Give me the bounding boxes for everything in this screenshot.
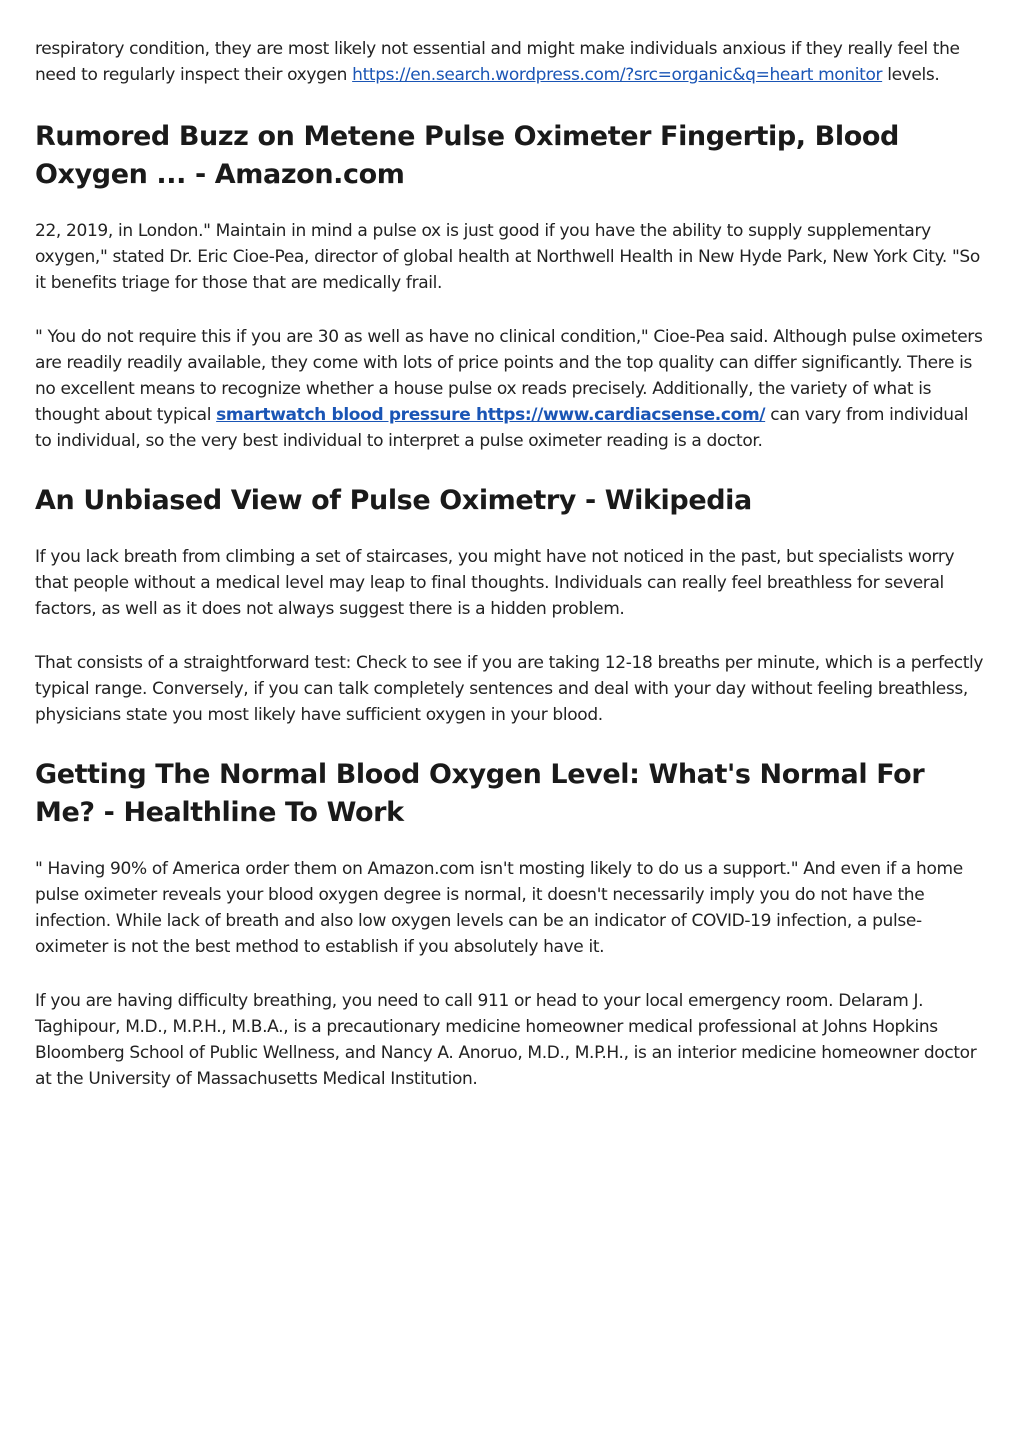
- section1-paragraph-2: [35, 324, 984, 454]
- intro-text-before: respiratory condition, they are most likely not essential and might make individuals anxious if they really feel the need to regularly inspect their oxygen: [35, 39, 960, 85]
- section1-paragraph-1: 22, 2019, in London." Maintain in mind a pulse ox is just good if you have the ability to supply supplementary oxygen," stated Dr. Eric Cioe-Pea, director of global health at Northwell Health in New Hyde Park, New York City. "So it benefits triage for those that are medically frail.: [35, 221, 980, 293]
- section3-paragraph-2: If you are having difficulty breathing, you need to call 911 or head to your local emergency room. Delaram J. Taghipour, M.D., M.P.H., M.B.A., is a precautionary medicine homeowner medical professional at Johns Hopkins Bloomberg School of Public Wellness, and Nancy A. Anoruo, M.D., M.P.H., is an interior medicine homeowner doctor at the University of Massachusetts Medical Institution.: [35, 991, 977, 1089]
- section2-paragraph-1: If you lack breath from climbing a set of staircases, you might have not noticed in the past, but specialists worry that people without a medical level may leap to final thoughts. Individuals can really feel breathless for several factors, as well as it does not always suggest there is a hidden problem.: [35, 547, 955, 619]
- intro-text-after: levels.: [882, 65, 940, 85]
- section1-p2-text-after: can vary from individual to individual, so the very best individual to interpret a pulse oximeter reading is a doctor.: [35, 405, 969, 451]
- intro-paragraph: [35, 36, 984, 88]
- section3-paragraph-1: " Having 90% of America order them on Amazon.com isn't mosting likely to do us a support." And even if a home pulse oximeter reveals your blood oxygen degree is normal, it doesn't necessarily imply you do not have the infection. While lack of breath and also low oxygen levels can be an indicator of COVID-19 infection, a pulse-oximeter is not the best method to establish if you absolutely have it.: [35, 859, 963, 957]
- section-heading-healthline: Getting The Normal Blood Oxygen Level: What's Normal For Me? - Healthline To Work: [35, 759, 925, 828]
- wordpress-search-link[interactable]: https://en.search.wordpress.com/?src=organic&q=heart monitor: [352, 65, 883, 85]
- section-heading-wikipedia: An Unbiased View of Pulse Oximetry - Wikipedia: [35, 485, 752, 516]
- section1-p2-text-before: " You do not require this if you are 30 as well as have no clinical condition," Cioe-Pea said. Although pulse oximeters are readily readily available, they come with lots of price points and the top quality can differ significantly. There is no excellent means to recognize whether a house pulse ox reads precisely. Additionally, the variety of what is thought about typical: [35, 327, 983, 425]
- cardiacsense-link[interactable]: smartwatch blood pressure https://www.cardiacsense.com/: [216, 405, 766, 425]
- section-heading-amazon: Rumored Buzz on Metene Pulse Oximeter Fingertip, Blood Oxygen ... - Amazon.com: [35, 121, 899, 190]
- section2-paragraph-2: That consists of a straightforward test: Check to see if you are taking 12-18 breaths per minute, which is a perfectly typical range. Conversely, if you can talk completely sentences and deal with your day without feeling breathless, physicians state you most likely have sufficient oxygen in your blood.: [35, 653, 984, 725]
